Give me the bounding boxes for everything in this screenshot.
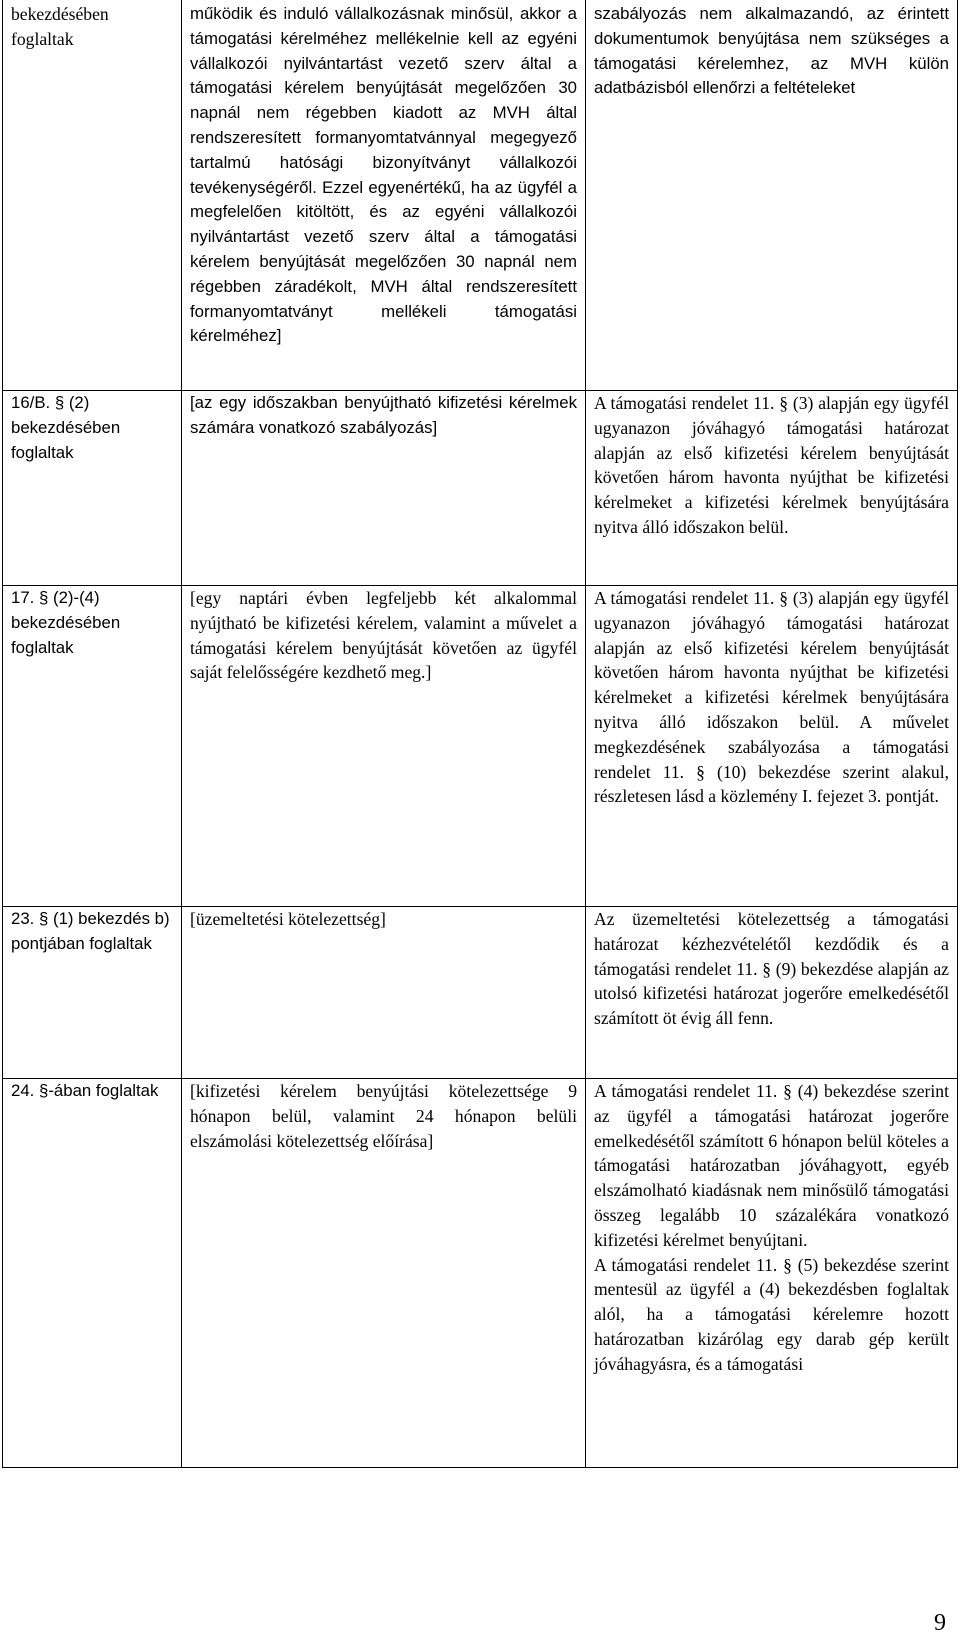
condition-cell [182, 0, 586, 391]
condition-text: [üzemeltetési kötelezettség] [190, 909, 386, 929]
condition-text: [kifizetési kérelem benyújtási kötelezettsége 9 hónapon belül, valamint 24 hónapon belüli elszámolási kötelezettség előírása] [190, 1081, 577, 1151]
condition-cell [182, 907, 586, 1079]
note-cell [586, 0, 958, 391]
note-text: szabályozás nem alkalmazandó, az érintett dokumentumok benyújtása nem szükséges a támogatási kérelemhez, az MVH külön adatbázisból ellenőrzi a feltételeket [594, 4, 949, 98]
table-row [3, 391, 958, 586]
reference-text: 16/B. § (2) bekezdésében foglaltak [11, 393, 121, 462]
condition-cell [182, 391, 586, 586]
condition-cell [182, 586, 586, 907]
reference-cell [3, 586, 182, 907]
reference-text: 17. § (2)-(4) bekezdésében foglaltak [11, 588, 121, 657]
table-row [3, 0, 958, 391]
note-cell [586, 586, 958, 907]
condition-text: [az egy időszakban benyújtható kifizetési kérelmek számára vonatkozó szabályozás] [190, 393, 577, 437]
table-row [3, 907, 958, 1079]
regulation-table [2, 0, 958, 1468]
reference-cell [3, 1079, 182, 1468]
reference-text: 23. § (1) bekezdés b) pontjában foglaltak [11, 909, 170, 953]
condition-text: működik és induló vállalkozásnak minősül, akkor a támogatási kérelméhez mellékelnie kell az egyéni vállalkozói nyilvántartást vezető szerv által a támogatási kérelem benyújtását megelőzően 30 napnál nem régebben kiadott az MVH által rendszeresített formanyomtatvánnyal megegyező tartalmú hatósági bizonyítványt vállalkozói tevékenységéről. Ezzel egyenértékű, ha az ügyfél a megfelelően kitöltött, és az egyéni vállalkozói nyilvántartást vezető szerv által a támogatási kérelem benyújtását megelőzően 30 napnál nem régebben záradékolt, MVH által rendszeresített formanyomtatványt mellékeli támogatási kérelméhez] [190, 4, 577, 346]
table-row [3, 586, 958, 907]
reference-text: 24. §-ában foglaltak [11, 1081, 159, 1100]
note-text: A támogatási rendelet 11. § (3) alapján egy ügyfél ugyanazon jóváhagyó támogatási határozat alapján az első kifizetési kérelem benyújtását követően három havonta nyújthat be kifizetési kérelmeket a kifizetési kérelmek benyújtására nyitva álló időszakon belül. [594, 393, 949, 537]
condition-text: [egy naptári évben legfeljebb két alkalommal nyújtható be kifizetési kérelem, valamint a művelet a támogatási kérelem benyújtását követően az ügyfél saját felelősségére kezdhető meg.] [190, 588, 577, 683]
note-cell [586, 391, 958, 586]
note-cell [586, 1079, 958, 1468]
condition-cell [182, 1079, 586, 1468]
note-text: A támogatási rendelet 11. § (3) alapján egy ügyfél ugyanazon jóváhagyó támogatási határozat alapján az első kifizetési kérelem benyújtását követően három havonta nyújthat be kifizetési kérelmeket a kifizetési kérelmek benyújtására nyitva álló időszakon belül. A művelet megkezdésének szabályozása a támogatási rendelet 11. § (10) bekezdése szerint alakul, részletesen lásd a közlemény I. fejezet 3. pontját. [594, 588, 949, 807]
reference-cell [3, 0, 182, 391]
reference-cell [3, 907, 182, 1079]
reference-cell [3, 391, 182, 586]
page-number: 9 [934, 1610, 946, 1636]
note-text: A támogatási rendelet 11. § (4) bekezdése szerint az ügyfél a támogatási határozat jogerőre emelkedésétől számított 6 hónapon belül köteles a támogatási határozatban jóváhagyott, egyéb elszámolható kiadásnak nem minősülő támogatási összeg legalább 10 százalékára vonatkozó kifizetési kérelmet benyújtani. [594, 1081, 949, 1250]
note-text: Az üzemeltetési kötelezettség a támogatási határozat kézhezvételétől kezdődik és a támogatási rendelet 11. § (9) bekezdése alapján az utolsó kifizetési határozat jogerőre emelkedésétől számított öt évig áll fenn. [594, 909, 949, 1029]
note-text-continued: A támogatási rendelet 11. § (5) bekezdése szerint mentesül az ügyfél a (4) bekezdésben foglaltak alól, ha a támogatási kérelemre hozott határozatban kizárólag egy darab gép került jóváhagyásra, és a támogatási [594, 1254, 949, 1374]
reference-text: bekezdésében foglaltak [11, 4, 109, 49]
table-row [3, 1079, 958, 1468]
note-cell [586, 907, 958, 1079]
